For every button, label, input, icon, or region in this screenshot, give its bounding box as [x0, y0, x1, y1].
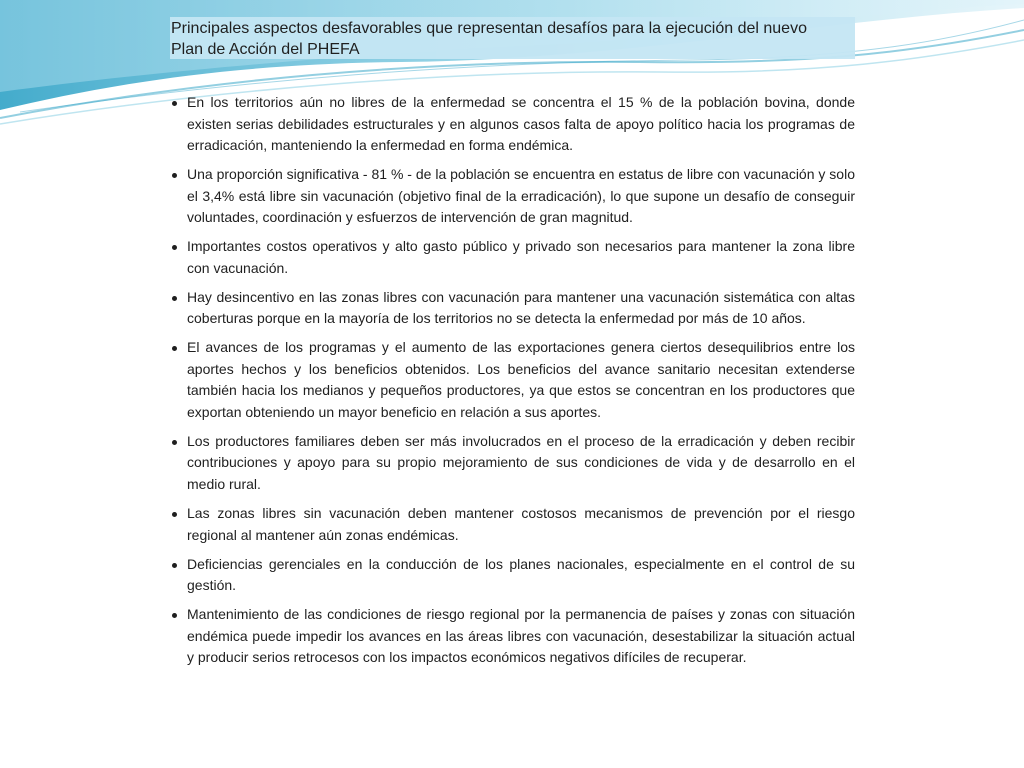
bullet-icon	[172, 440, 177, 445]
bullet-item	[172, 337, 855, 423]
slide-title-line: Plan de Acción del PHEFA	[171, 41, 360, 58]
bullet-item	[172, 164, 855, 229]
bullet-icon	[172, 245, 177, 250]
bullet-text: En los territorios aún no libres de la enfermedad se concentra el 15 % de la población bovina, donde existen serias debilidades estructurales y en algunos casos falta de apoyo político hacia los programas de erradicación, manteniendo la enfermedad en forma endémica.	[187, 94, 855, 153]
bullet-item	[172, 604, 855, 669]
bullet-icon	[172, 173, 177, 178]
bullet-text: El avances de los programas y el aumento de las exportaciones genera ciertos desequilibrios entre los aportes hechos y los beneficios obtenidos. Los beneficios del avance sanitario necesitan extenderse también hacia los medianos y pequeños productores, ya que estos se concentran en los productores que exportan obteniendo un mayor beneficio en relación a sus aportes.	[187, 339, 855, 420]
bullet-item	[172, 236, 855, 279]
bullet-text: Hay desincentivo en las zonas libres con vacunación para mantener una vacunación sistemática con altas coberturas porque en la mayoría de los territorios no se detecta la enfermedad por más de 10 años.	[187, 288, 855, 327]
bullet-icon	[172, 346, 177, 351]
bullet-item	[172, 92, 855, 157]
bullet-icon	[172, 563, 177, 568]
bullet-item	[172, 503, 855, 546]
bullet-list	[172, 92, 855, 676]
bullet-text: Las zonas libres sin vacunación deben mantener costosos mecanismos de prevención por el riesgo regional al mantener aún zonas endémicas.	[187, 505, 855, 543]
bullet-item	[172, 287, 855, 330]
bullet-text: Deficiencias gerenciales en la conducción de los planes nacionales, especialmente en el control de su gestión.	[187, 555, 855, 594]
slide-title-line: Principales aspectos desfavorables que representan desafíos para la ejecución del nuevo	[171, 20, 807, 37]
bullet-item	[172, 554, 855, 597]
bullet-text: Importantes costos operativos y alto gasto público y privado son necesarios para mantener la zona libre con vacunación.	[187, 238, 855, 276]
bullet-icon	[172, 613, 177, 618]
bullet-text: Mantenimiento de las condiciones de riesgo regional por la permanencia de países y zonas con situación endémica puede impedir los avances en las áreas libres con vacunación, desestabilizar la situación actual y producir serios retrocesos con los impactos económicos negativos difíciles de recuperar.	[187, 606, 855, 666]
bullet-text: Los productores familiares deben ser más involucrados en el proceso de la erradicación y deben recibir contribuciones y apoyo para su propio mejoramiento de sus condiciones de vida y de desarrollo en el medio rural.	[187, 432, 855, 492]
bullet-icon	[172, 512, 177, 517]
bullet-text: Una proporción significativa - 81 % - de la población se encuentra en estatus de libre con vacunación y solo el 3,4% está libre sin vacunación (objetivo final de la erradicación), lo que supone un desafío de conseguir voluntades, coordinación y esfuerzos de intervención de gran magnitud.	[187, 166, 855, 226]
bullet-icon	[172, 296, 177, 301]
bullet-item	[172, 431, 855, 496]
bullet-icon	[172, 101, 177, 106]
slide-title	[171, 18, 854, 60]
